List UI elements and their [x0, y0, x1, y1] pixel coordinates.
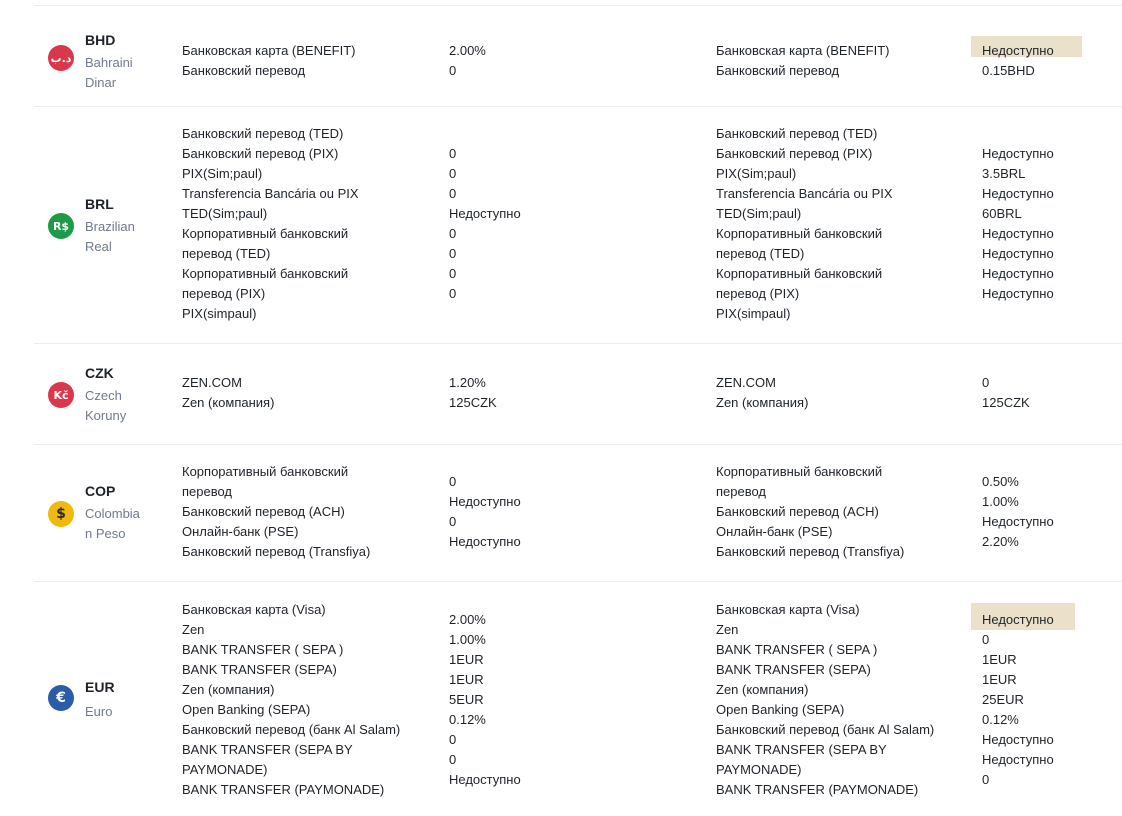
withdraw-method: Корпоративный банковский — [716, 226, 883, 241]
deposit-method-column — [182, 6, 442, 106]
deposit-method: Банковский перевод (банк Al Salam) — [182, 722, 401, 737]
withdraw-method: BANK TRANSFER (SEPA BY — [716, 742, 887, 757]
withdraw-method: Банковский перевод (Transfiya) — [716, 544, 905, 559]
deposit-fee: Недоступно — [449, 772, 521, 787]
currency-cell — [34, 6, 174, 106]
withdraw-fee: Недоступно — [982, 514, 1054, 529]
currency-row-bhd — [34, 5, 1122, 106]
withdraw-method: перевод — [716, 484, 767, 499]
deposit-method: Корпоративный банковский — [182, 266, 349, 281]
withdraw-method: PIX(simpaul) — [716, 306, 791, 321]
deposit-method-column — [182, 107, 442, 343]
withdraw-fee: 2.20% — [982, 534, 1019, 549]
withdraw-fee: Недоступно — [982, 266, 1054, 281]
withdraw-fee: 0.15BHD — [982, 63, 1035, 78]
deposit-fee: 125CZK — [449, 395, 497, 410]
currency-name-line: n Peso — [85, 526, 126, 541]
deposit-fee: 2.00% — [449, 612, 486, 627]
withdraw-method: Банковский перевод (TED) — [716, 126, 878, 141]
deposit-method: перевод — [182, 484, 233, 499]
deposit-fee: 5EUR — [449, 692, 484, 707]
deposit-method: Банковская карта (BENEFIT) — [182, 43, 356, 58]
withdraw-method: Банковский перевод (банк Al Salam) — [716, 722, 935, 737]
currency-row-eur — [34, 581, 1122, 816]
withdraw-fee-column — [982, 6, 1122, 106]
deposit-fee-column — [449, 6, 699, 106]
deposit-fee-column — [449, 344, 699, 444]
withdraw-method-column — [716, 6, 976, 106]
withdraw-method: Transferencia Bancária ou PIX — [716, 186, 893, 201]
currency-code: BHD — [85, 32, 116, 48]
withdraw-method: PAYMONADE) — [716, 762, 802, 777]
currency-name — [85, 53, 145, 93]
deposit-fee-column — [449, 445, 699, 581]
currency-name-line: Euro — [85, 704, 113, 719]
euro-icon: € — [48, 685, 74, 711]
withdraw-method: Zen — [716, 622, 739, 637]
withdraw-method: PIX(Sim;paul) — [716, 166, 797, 181]
currency-name-line: Bahraini — [85, 55, 133, 70]
deposit-fee: Недоступно — [449, 494, 521, 509]
currency-name-line: Colombia — [85, 506, 140, 521]
deposit-fee: 0 — [449, 732, 457, 747]
currency-cell — [34, 344, 174, 444]
withdraw-fee: 0 — [982, 375, 990, 390]
withdraw-fee: 0 — [982, 632, 990, 647]
withdraw-method: Банковский перевод — [716, 63, 840, 78]
withdraw-fee: Недоступно — [982, 612, 1054, 627]
currency-name — [85, 504, 145, 544]
deposit-fee: 1.00% — [449, 632, 486, 647]
withdraw-fee: 0.12% — [982, 712, 1019, 727]
currency-code: COP — [85, 483, 116, 499]
withdraw-method-column — [716, 107, 976, 343]
deposit-fee: 1EUR — [449, 672, 484, 687]
currency-row-czk — [34, 343, 1122, 444]
currency-name-line: Koruny — [85, 408, 127, 423]
withdraw-fee: 125CZK — [982, 395, 1030, 410]
deposit-method: Онлайн-банк (PSE) — [182, 524, 299, 539]
deposit-method: ZEN.COM — [182, 375, 242, 390]
deposit-method: Zen — [182, 622, 205, 637]
deposit-fee: Недоступно — [449, 206, 521, 221]
withdraw-fee-column — [982, 445, 1122, 581]
withdraw-fee: 3.5BRL — [982, 166, 1026, 181]
withdraw-fee: Недоступно — [982, 732, 1054, 747]
czech-koruna-icon: Kč — [48, 382, 74, 408]
currency-cell — [34, 107, 174, 343]
deposit-fee-column — [449, 107, 699, 343]
withdraw-method: перевод (PIX) — [716, 286, 800, 301]
withdraw-fee: 60BRL — [982, 206, 1022, 221]
withdraw-fee: Недоступно — [982, 246, 1054, 261]
withdraw-fee: Недоступно — [982, 226, 1054, 241]
deposit-method: Корпоративный банковский — [182, 464, 349, 479]
deposit-fee: Недоступно — [449, 534, 521, 549]
deposit-fee: 2.00% — [449, 43, 486, 58]
withdraw-method: Zen (компания) — [716, 682, 809, 697]
withdraw-method: Корпоративный банковский — [716, 464, 883, 479]
withdraw-fee: 1.00% — [982, 494, 1019, 509]
withdraw-method: Банковский перевод (PIX) — [716, 146, 873, 161]
deposit-method: PIX(Sim;paul) — [182, 166, 263, 181]
deposit-fee: 0 — [449, 752, 457, 767]
withdraw-fee: Недоступно — [982, 186, 1054, 201]
deposit-fee: 0 — [449, 246, 457, 261]
deposit-method: Банковский перевод (TED) — [182, 126, 344, 141]
brazilian-real-icon: R$ — [48, 213, 74, 239]
currency-name-line: Brazilian — [85, 219, 135, 234]
withdraw-fee: 1EUR — [982, 672, 1017, 687]
deposit-method: Transferencia Bancária ou PIX — [182, 186, 359, 201]
withdraw-method-column — [716, 582, 976, 816]
withdraw-method: Банковская карта (Visa) — [716, 602, 860, 617]
deposit-fee: 0 — [449, 166, 457, 181]
deposit-fee: 0.12% — [449, 712, 486, 727]
currency-row-cop — [34, 444, 1122, 581]
currency-name-line: Dinar — [85, 75, 117, 90]
deposit-method: BANK TRANSFER (SEPA) — [182, 662, 337, 677]
deposit-method: Банковский перевод (PIX) — [182, 146, 339, 161]
withdraw-fee: 1EUR — [982, 652, 1017, 667]
currency-name — [85, 702, 145, 722]
deposit-method-column — [182, 582, 442, 816]
deposit-method: Банковская карта (Visa) — [182, 602, 326, 617]
withdraw-method-column — [716, 445, 976, 581]
deposit-fee: 0 — [449, 186, 457, 201]
withdraw-method: Zen (компания) — [716, 395, 809, 410]
currency-cell — [34, 582, 174, 816]
currency-row-brl — [34, 106, 1122, 343]
currency-name — [85, 386, 145, 426]
deposit-method: Банковский перевод — [182, 63, 306, 78]
deposit-method: Zen (компания) — [182, 395, 275, 410]
withdraw-method: перевод (TED) — [716, 246, 805, 261]
withdraw-method: TED(Sim;paul) — [716, 206, 802, 221]
currency-name — [85, 217, 145, 257]
deposit-fee: 0 — [449, 146, 457, 161]
deposit-method-column — [182, 445, 442, 581]
currency-code: BRL — [85, 196, 114, 212]
withdraw-method: Банковский перевод (ACH) — [716, 504, 879, 519]
deposit-fee: 0 — [449, 266, 457, 281]
deposit-fee: 0 — [449, 474, 457, 489]
withdraw-fee: Недоступно — [982, 43, 1054, 58]
deposit-fee: 0 — [449, 63, 457, 78]
deposit-fee: 0 — [449, 286, 457, 301]
deposit-method: Zen (компания) — [182, 682, 275, 697]
deposit-method: Банковский перевод (ACH) — [182, 504, 345, 519]
withdraw-method: Корпоративный банковский — [716, 266, 883, 281]
withdraw-fee: 25EUR — [982, 692, 1024, 707]
deposit-fee: 1EUR — [449, 652, 484, 667]
deposit-fee-column — [449, 582, 699, 816]
deposit-method-column — [182, 344, 442, 444]
withdraw-method: Open Banking (SEPA) — [716, 702, 845, 717]
withdraw-fee-column — [982, 107, 1122, 343]
deposit-method: BANK TRANSFER (SEPA BY — [182, 742, 353, 757]
withdraw-method: BANK TRANSFER ( SEPA ) — [716, 642, 878, 657]
deposit-fee: 0 — [449, 514, 457, 529]
deposit-method: Корпоративный банковский — [182, 226, 349, 241]
deposit-fee: 1.20% — [449, 375, 486, 390]
deposit-method: Open Banking (SEPA) — [182, 702, 311, 717]
withdraw-fee: Недоступно — [982, 286, 1054, 301]
deposit-method: TED(Sim;paul) — [182, 206, 268, 221]
currency-name-line: Czech — [85, 388, 122, 403]
deposit-method: BANK TRANSFER (PAYMONADE) — [182, 782, 385, 797]
deposit-method: перевод (PIX) — [182, 286, 266, 301]
deposit-method: BANK TRANSFER ( SEPA ) — [182, 642, 344, 657]
withdraw-fee-column — [982, 344, 1122, 444]
withdraw-method: Онлайн-банк (PSE) — [716, 524, 833, 539]
deposit-method: перевод (TED) — [182, 246, 271, 261]
withdraw-fee-column — [982, 582, 1122, 816]
withdraw-method-column — [716, 344, 976, 444]
deposit-method: PIX(simpaul) — [182, 306, 257, 321]
withdraw-fee: 0.50% — [982, 474, 1019, 489]
deposit-method: Банковский перевод (Transfiya) — [182, 544, 371, 559]
deposit-fee: 0 — [449, 226, 457, 241]
withdraw-fee: Недоступно — [982, 752, 1054, 767]
withdraw-fee: 0 — [982, 772, 990, 787]
currency-code: CZK — [85, 365, 114, 381]
withdraw-fee: Недоступно — [982, 146, 1054, 161]
withdraw-method: ZEN.COM — [716, 375, 776, 390]
withdraw-method: BANK TRANSFER (PAYMONADE) — [716, 782, 919, 797]
colombian-peso-icon: $ — [48, 501, 74, 527]
withdraw-method: Банковская карта (BENEFIT) — [716, 43, 890, 58]
currency-cell — [34, 445, 174, 581]
currency-name-line: Real — [85, 239, 112, 254]
withdraw-method: BANK TRANSFER (SEPA) — [716, 662, 871, 677]
currency-code: EUR — [85, 679, 115, 695]
bahraini-dinar-icon: د.ب — [48, 45, 74, 71]
deposit-method: PAYMONADE) — [182, 762, 268, 777]
